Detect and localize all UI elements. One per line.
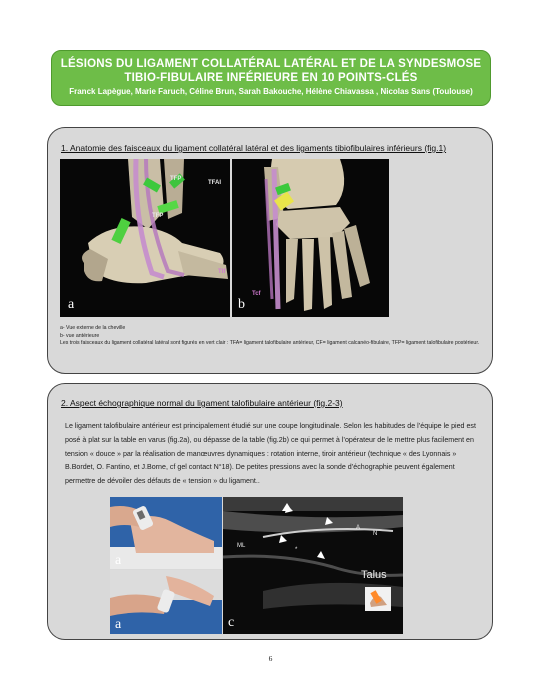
authors: Franck Lapègue, Marie Faruch, Céline Brun, Sarah Bakouche, Hélène Chiavassa , Nicolas Sans (Toulouse) [69,87,473,96]
label-tlf: Tlf [218,269,226,275]
label-tfp-side: TFP [152,213,164,219]
us-label-ml: ML [237,543,246,549]
section-2-heading: 2. Aspect échographique normal du ligament talofibulaire antérieur (fig.2-3) [61,398,343,408]
ankle-lateral-illustration [60,159,230,317]
figure-1b-anterior-view [232,159,389,317]
title-banner [51,50,491,106]
label-tfp-top: TFP [170,176,182,182]
caption-line-a: a- Vue externe de la cheville [60,325,126,331]
section-ultrasound [47,383,493,640]
figure-1-caption [60,325,480,348]
photo-top-letter: a [115,553,122,568]
us-label-a: A [356,525,361,531]
label-tfai: TFAI [208,180,221,186]
label-tcf-b: Tcf [252,291,261,297]
photo-bottom-letter: a [115,617,122,632]
us-label-talus: Talus [361,569,387,581]
panel-letter-a: a [68,297,75,312]
photo-probe-foot-over-edge [110,570,222,634]
ultrasound-image [223,497,403,634]
section-anatomy [47,127,493,374]
us-letter-c: c [228,615,235,630]
panel-letter-b: b [238,297,245,312]
caption-line-b: b- vue antérieure [60,332,100,339]
figure-1a-lateral-view [60,159,230,317]
caption-line-legend: Les trois faisceaux du ligament collatéral latéral sont figurés en vert clair : TFA= ligament talofibulaire antérieur, CF= ligament calcanéo-fibulaire, TFP= ligament talofibulaire postérieur. [60,340,480,346]
page-number: 6 [268,654,273,663]
title-line-2: TIBIO-FIBULAIRE INFÉRIEURE EN 10 POINTS-CLÉS [124,72,418,84]
photo-probe-foot-flat [110,497,222,569]
title-line-1: LÉSIONS DU LIGAMENT COLLATÉRAL LATÉRAL ET DE LA SYNDESMOSE [60,58,482,70]
section-2-paragraph: Le ligament talofibulaire antérieur est principalement étudié sur une coupe longitudinale. Selon les habitudes de l’équipe le pied est posé à plat sur la table en varus (fig.2a), ou dépasse de la table (fig.2b) ce qui permet à l’opérateur de le mettre plus facilement en tension « douce » par la réalisation de manœuvres dynamiques : rotation interne, tiroir antérieur (technique « des Lyonnais » B.Bordet, O. Fantino, et J.Borne, cf gel contact N°18). De petites pressions avec la sonde d’échographie peuvent également permettre de dévoiler des défauts de « tension » du ligament.. [65,422,476,486]
section-1-heading: 1. Anatomie des faisceaux du ligament collatéral latéral et des ligaments tibiofibulaires inférieurs (fig.1) [61,143,447,153]
us-label-asterisk: * [295,547,298,553]
us-label-n: N [373,531,378,537]
